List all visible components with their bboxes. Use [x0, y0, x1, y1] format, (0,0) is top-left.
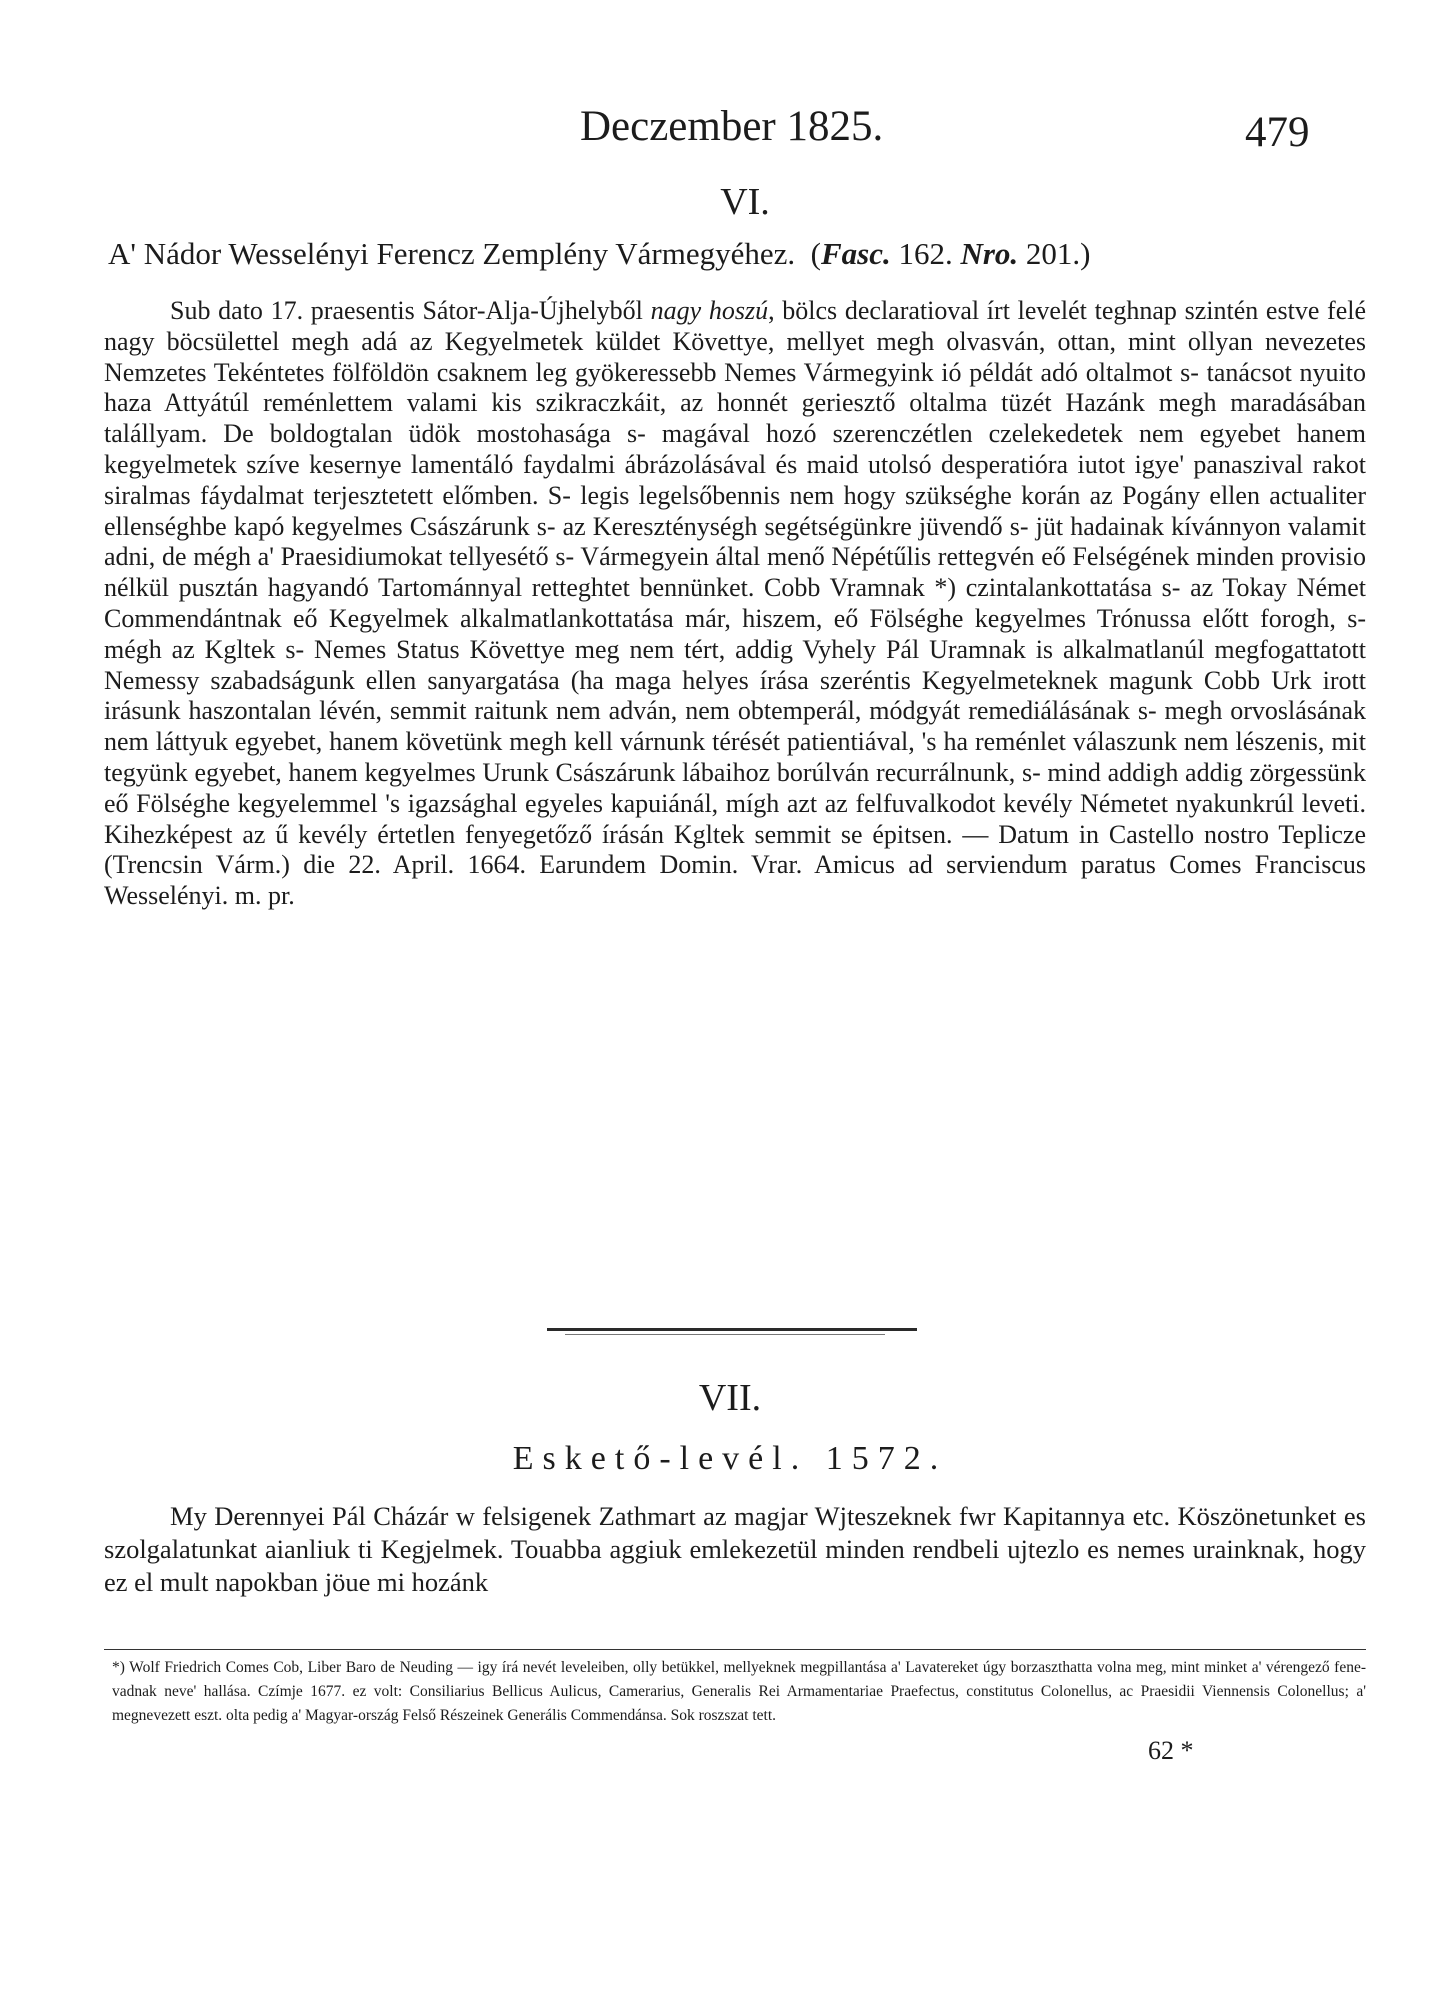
- heading-fasc: Fasc.: [820, 236, 891, 271]
- heading-nro: Nro.: [960, 236, 1019, 271]
- signature-mark: 62 *: [1148, 1736, 1194, 1765]
- running-title: Deczember 1825.: [580, 103, 884, 150]
- body-start: Sub dato 17. praesentis Sátor-Alja-Újhelyből: [170, 296, 643, 325]
- body-italic: nagy hoszú: [650, 296, 769, 325]
- section-heading-vii: Eskető-levél. 1572.: [512, 1440, 948, 1477]
- heading-fasc-num: 162.: [898, 236, 953, 271]
- heading-text: A' Nádor Wesselényi Ferencz Zemplény Vármegyéhez.: [108, 236, 796, 271]
- body-rest: , bölcs declaratioval írt levelét teghnap szintén estve felé nagy böcsülettel megh adá az Kegyelmetek küldet Követtye, mellyet megh olvasván, ottan, mint ollyan nevezetes Nemzetes Tekéntetes fölföldön csaknem leg gyökeressebb Nemes Vármegyink ió példát adó oltalmot s- tanácsot nyuito haza Attyátúl reménlettem valami kis szikraczkáit, az honnét geriesztő oltalma tüzét Hazánk megh maradásában talállyam. De boldogtalan üdök mostohasága s- magával hozó szerenczétlen czelekedetek nem egyebet hanem kegyelmetek szíve kesernye lamentáló faydalmi ábrázolásával és maid utolsó desperatióra iutot igye' panaszival rakot siralmas fáydalmat terjesztetett előmben. S- legis legelsőbennis nem hogy szükséghe korán az Pogány ellen actualiter ellenséghbe kapó kegyelmes Császárunk s- az Kereszténységh segétségünkre jüvendő s- jüt hadainak kívánnyon valamit adni, de mégh a' Praesidiumokat tellyesétő s- Vármegyein által menő Népétűlis rettegvén eő Felségének minden provisio nélkül pusztán hagyandó Tartománnyal retteghtet bennünket. Cobb Vramnak *) czintalankottatása s- az Tokay Német Commendántnak eő Kegyelmek alkalmatlankottatása már, hiszem, eő Fölséghe kegyelmes Trónussa előtt forogh, s- mégh az Kgltek s- Nemes Status Követtye meg nem tért, addig Vyhely Pál Uramnak is alkalmatlanúl megfogattatott Nemessy szabadságunk ellen sanyargatása (ha maga helyes írása szeréntis Kegyelmeteknek magunk Cobb Urk irott irásunk haszontalan lévén, semmit raitunk nem adván, nem obtemperál, módgyát remediálásának s- megh orvoslásának nem láttyuk egyebet, hanem követünk megh kell várnunk térését patientiával, 's ha reménlet válaszunk nem lészenis, mit tegyünk egyebet, hanem kegyelmes Urunk Császárunk lábaihoz borúlván recurrálnunk, s- mind addigh addig zörgessünk eő Fölséghe kegyelemmel 's igazsághal egyeles kapuiánál, mígh azt az felfuvalkodot kevély Németet nyakunkrúl leveti. Kihezképest az ű kevély értetlen fenyegetőző írásán Kgltek semmit se épitsen. — Datum in Castello nostro Teplicze (Trencsin Várm.) die 22. April. 1664. Earundem Domin. Vrar. Amicus ad serviendum paratus Comes Franciscus Wesselényi. m. pr.: [104, 296, 1367, 911]
- heading-ref-open: (: [810, 236, 821, 271]
- footnote: *) Wolf Friedrich Comes Cob, Liber Baro de Neuding — igy írá nevét leveleiben, olly betükkel, mellyeknek megpillantása a' Lavatereket úgy borzaszthatta volna meg, mint minket a' vérengező fene-vadnak neve' hallása. Czímje 1677. ez volt: Consiliarius Bellicus Aulicus, Camerarius, Generalis Rei Armamentariae Praefectus, constitutus Colonellus, ac Praesidii Viennensis Colonellus; a' megnevezett eszt. olta pedig a' Magyar-ország Felső Részeinek Generális Commendánsa. Sok roszszat tett.: [112, 1659, 1366, 1724]
- section-heading-vi: [108, 236, 1368, 272]
- heading-nro-num: 201.): [1025, 236, 1091, 271]
- page-number: 479: [1245, 109, 1310, 156]
- page-header: [0, 102, 1455, 162]
- letter-body-vi: [104, 296, 1366, 912]
- section-divider-thin: [565, 1334, 885, 1335]
- footnote-rule: [104, 1649, 1366, 1650]
- section-divider: [547, 1328, 917, 1331]
- section-number-vi: VI.: [720, 181, 770, 223]
- section-number-vii: VII.: [698, 1377, 762, 1419]
- letter-body-vii: My Derennyei Pál Cházár w felsigenek Zathmart az magjar Wjteszeknek fwr Kapitannya etc. Köszönetunket es szolgalatunkat aianliuk ti Kegjelmek. Touabba aggiuk emlekezetül minden rendbeli ujtezlo es nemes urainknak, hogy ez el mult napokban jöue mi hozánk: [104, 1501, 1366, 1597]
